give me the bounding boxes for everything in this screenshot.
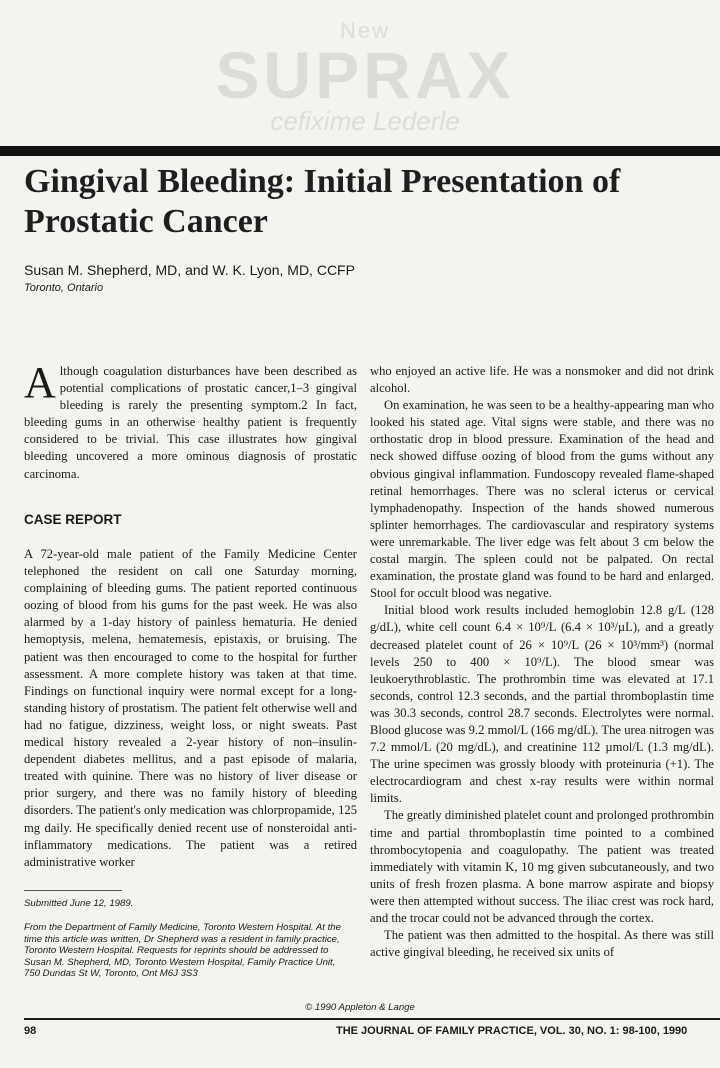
background-ad-ghost bbox=[195, 18, 535, 138]
footnote-affiliation: From the Department of Family Medicine, Toronto Western Hospital. At the time this article was written, Dr Shepherd was a resident in family practice, Toronto Western Hospital. Requests for reprints should be addressed to Susan M. Shepherd, MD, Toronto Western Hospital, Family Practice Unit, 750 Dundas St W, Toronto, Ont M6J 3S3 bbox=[24, 922, 341, 979]
article-title: Gingival Bleeding: Initial Presentation of Prostatic Cancer bbox=[24, 163, 621, 240]
copyright-notice: © 1990 Appleton & Lange bbox=[305, 1002, 415, 1013]
body-paragraph: who enjoyed an active life. He was a nonsmoker and did not drink alcohol. bbox=[370, 364, 714, 396]
drop-cap: A bbox=[24, 358, 56, 407]
ad-line-2: SUPRAX bbox=[215, 38, 515, 112]
case-paragraph: A 72-year-old male patient of the Family Medicine Center telephoned the resident on call one Saturday morning, complaining of bleeding gums. The patient reported continuous oozing of blood from his gums for the past week. He was also alarmed by a 1-day history of painless hematuria. He denied hemoptysis, melena, hematemesis, epistaxis, or bruising. The patient was then encouraged to come to the hospital for further assessment. A more complete history was taken at that time. Findings on functional inquiry were normal except for a long-standing history of prostatism. The patient felt otherwise well and had no fatigue, dizziness, weight loss, or night sweats. Past medical history revealed a 2-year history of non–insulin-dependent diabetes mellitus, and a past episode of malaria, treated with quinine. There was no history of liver disease or prior surgery, and there was no family history of bleeding disorders. The patient's only medication was chlorpropamide, 125 mg daily. He specifically denied recent use of nonsteroidal anti-inflammatory medications. The patient was a retired administrative worker bbox=[24, 547, 357, 869]
body-paragraph: On examination, he was seen to be a healthy-appearing man who looked his stated age. Vital signs were stable, and there was no orthostatic drop in blood pressure. Examination of the head and neck showed diffuse oozing of blood from the gums without any obvious gingival inflammation. Fundoscopy revealed flame-shaped retinal hemorrhages. There was no scleral icterus or cervical lymphadenopathy. Inspection of the hands showed numerous splinter hemorrhages. The cardiovascular and respiratory systems were unremarkable. The liver edge was felt about 3 cm below the costal margin. The spleen could not be palpated. On rectal examination, the prostate gland was found to be hard and enlarged. Stool for occult blood was negative. bbox=[370, 398, 714, 601]
footnote-rule bbox=[24, 890, 122, 891]
section-heading: CASE REPORT bbox=[24, 512, 122, 527]
body-paragraph: The patient was then admitted to the hospital. As there was still active gingival bleeding, he received six units of bbox=[370, 928, 714, 960]
ad-line-3: cefixime Lederle bbox=[270, 106, 460, 136]
footer-rule bbox=[24, 1018, 720, 1020]
page-number: 98 bbox=[24, 1025, 37, 1037]
abstract-text: lthough coagulation disturbances have been described as potential complications of prostatic cancer,1–3 gingival bleeding is rarely the presenting symptom.2 In fact, bleeding gums in an otherwise healthy patient is frequently considered to be trivial. This case illustrates how gingival bleeding uncovered a more ominous diagnosis of prostatic carcinoma. bbox=[24, 364, 357, 481]
case-report-left-column bbox=[24, 546, 357, 871]
footnote-submitted: Submitted June 12, 1989. bbox=[24, 898, 134, 909]
body-paragraph: The greatly diminished platelet count and prolonged prothrombin time and partial thromboplastin time pointed to a combined thrombocytopenia and coagulopathy. The patient was treated immediately with vitamin K, 10 mg given subcutaneously, and two units of fresh frozen plasma. A bone marrow aspirate and biopsy were then attempted without success. The iliac crest was rock hard, and the trocar could not be advanced through the cortex. bbox=[370, 808, 714, 925]
header-rule bbox=[0, 146, 720, 156]
abstract bbox=[24, 358, 357, 483]
article-authors: Susan M. Shepherd, MD, and W. K. Lyon, MD, CCFP bbox=[24, 262, 355, 278]
author-affiliation: Toronto, Ontario bbox=[24, 282, 104, 294]
right-column bbox=[370, 363, 714, 961]
journal-citation: THE JOURNAL OF FAMILY PRACTICE, VOL. 30, NO. 1: 98-100, 1990 bbox=[336, 1025, 688, 1037]
ad-line-1: New bbox=[339, 18, 390, 43]
body-paragraph: Initial blood work results included hemoglobin 12.8 g/L (128 g/dL), white cell count 6.4 × 10⁹/L (6.4 × 10³/µL), and a greatly decreased platelet count of 26 × 10⁹/L (26 × 10³/mm³) (normal levels 250 to 400 × 10⁹/L). The blood smear was leukoerythroblastic. The prothrombin time was elevated at 17.1 seconds, control 12.3 seconds, and the partial thromboplastin time was 30.3 seconds, control 28.7 seconds. Electrolytes were normal. Blood glucose was 9.2 mmol/L (166 mg/dL). The urea nitrogen was 7.2 mmol/L (20 mg/dL), and creatinine 112 µmol/L (1.3 mg/dL). The urine specimen was grossly bloody with proteinuria (+1). The electrocardiogram and chest x-ray results were within normal limits. bbox=[370, 603, 714, 806]
